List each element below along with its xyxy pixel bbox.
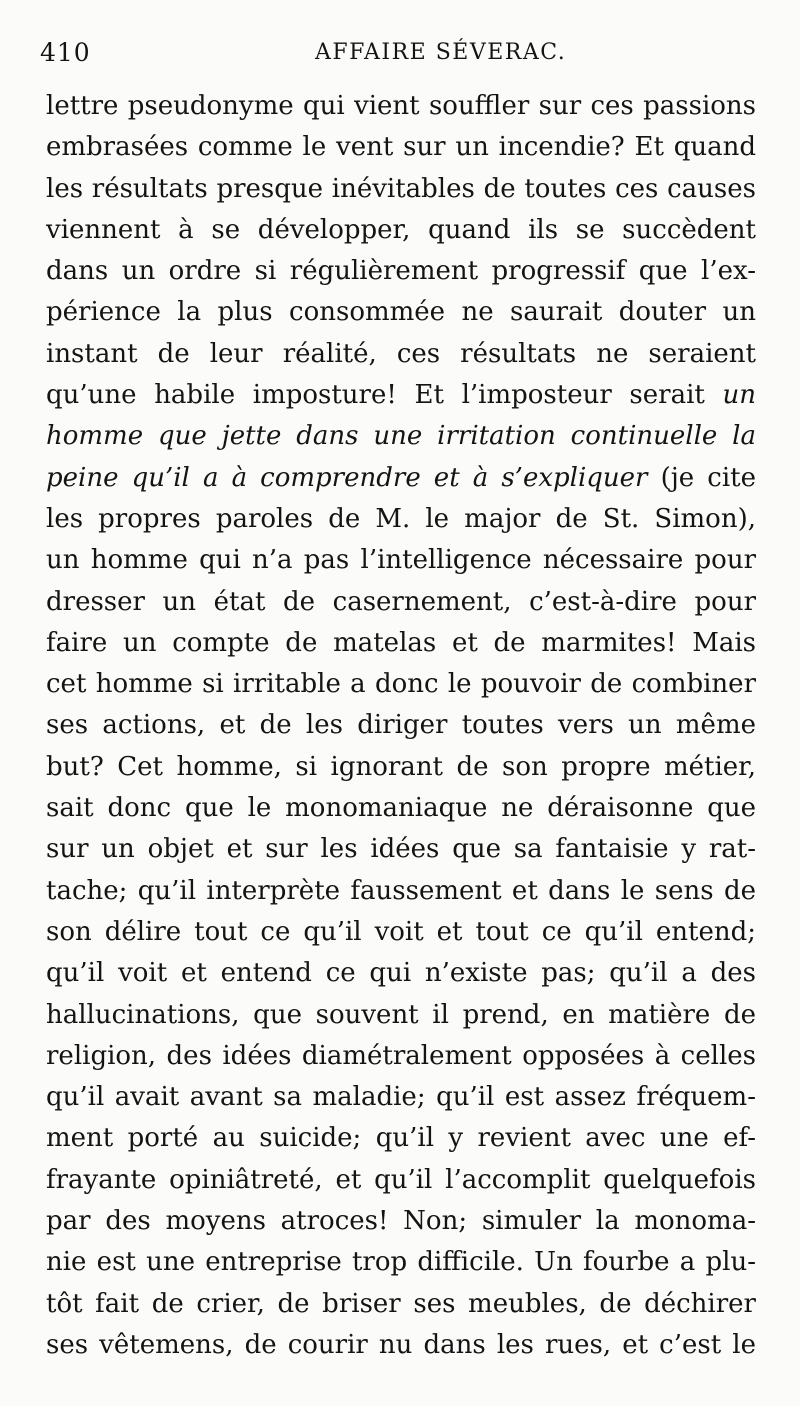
text-line: [46, 375, 756, 416]
text-segment: sait donc que le monomaniaque ne déraisonne que: [46, 793, 756, 824]
text-segment: but? Cet homme, si ignorant de son propre métier,: [46, 751, 756, 782]
text-segment: les propres paroles de M. le major de St. Simon),: [46, 503, 756, 534]
text-segment: qu’il avait avant sa maladie; qu’il est assez fréquem-: [46, 1082, 756, 1113]
text-segment: frayante opiniâtreté, et qu’il l’accomplit quelquefois: [46, 1164, 756, 1195]
text-segment: lettre pseudonyme qui vient souffler sur ces passions: [46, 91, 756, 121]
text-segment: embrasées comme le vent sur un incendie? Et quand: [46, 132, 756, 163]
text-line: [46, 995, 756, 1036]
text-segment: dresser un état de casernement, c’est-à-dire pour: [46, 586, 756, 617]
text-segment: faire un compte de matelas et de marmites! Mais: [46, 627, 756, 658]
text-line: [46, 292, 756, 333]
text-segment: ment porté au suicide; qu’il y revient avec une ef-: [46, 1123, 756, 1154]
text-line: [46, 1284, 756, 1325]
text-line: [46, 499, 756, 540]
text-line: [46, 788, 756, 829]
text-line: [46, 1118, 756, 1159]
text-line: [46, 1325, 756, 1366]
text-line: [46, 705, 756, 746]
text-segment: viennent à se développer, quand ils se succèdent: [46, 214, 756, 245]
italic-text-segment: homme que jette dans une irritation continuelle la: [46, 421, 756, 452]
text-line: [46, 86, 756, 127]
text-segment: sur un objet et sur les idées que sa fantaisie y rat-: [46, 834, 756, 865]
text-segment: religion, des idées diamétralement opposées à celles: [46, 1040, 756, 1071]
text-line: [46, 127, 756, 168]
text-line: [46, 458, 756, 499]
text-segment: périence la plus consommée ne saurait douter un: [46, 297, 756, 328]
text-segment: par des moyens atroces! Non; simuler la monoma-: [46, 1206, 756, 1237]
text-segment: tôt fait de crier, de briser ses meubles, de déchirer: [46, 1288, 756, 1319]
text-segment: les résultats presque inévitables de toutes ces causes: [46, 173, 756, 204]
text-line: [46, 169, 756, 210]
text-line: [46, 953, 756, 994]
text-line: [46, 334, 756, 375]
text-line: [46, 1242, 756, 1283]
text-segment: son délire tout ce qu’il voit et tout ce qu’il entend;: [46, 916, 756, 947]
text-line: [46, 416, 756, 457]
text-segment: cet homme si irritable a donc le pouvoir de combiner: [46, 669, 756, 700]
text-line: [46, 912, 756, 953]
text-line: [46, 582, 756, 623]
text-segment: ses actions, et de les diriger toutes vers un même: [46, 710, 756, 741]
text-line: [46, 623, 756, 664]
text-segment: ses vêtemens, de courir nu dans les rues, et c’est le: [46, 1329, 756, 1360]
text-line: [46, 1036, 756, 1077]
text-line: [46, 1160, 756, 1201]
text-segment: un homme qui n’a pas l’intelligence nécessaire pour: [46, 545, 756, 576]
text-line: [46, 871, 756, 912]
page-number: 410: [40, 38, 91, 67]
text-segment: qu’il voit et entend ce qui n’existe pas; qu’il a des: [46, 958, 756, 989]
text-segment: dans un ordre si régulièrement progressif que l’ex-: [46, 256, 756, 287]
italic-text-segment: peine qu’il a à comprendre et à s’expliquer: [46, 462, 648, 493]
text-segment: tache; qu’il interprète faussement et dans le sens de: [46, 875, 756, 906]
text-line: [46, 664, 756, 705]
text-line: [46, 829, 756, 870]
running-head: AFFAIRE SÉVERAC.: [315, 40, 567, 65]
text-segment: nie est une entreprise trop difficile. Un fourbe a plu-: [46, 1247, 756, 1278]
body-text: [46, 86, 756, 1366]
text-segment: (je cite: [647, 462, 756, 493]
text-line: [46, 1201, 756, 1242]
text-segment: instant de leur réalité, ces résultats ne seraient: [46, 338, 756, 369]
text-line: [46, 251, 756, 292]
text-line: [46, 1077, 756, 1118]
page-header: [40, 38, 760, 78]
italic-text-segment: un: [722, 380, 756, 411]
text-line: [46, 540, 756, 581]
text-segment: hallucinations, que souvent il prend, en matière de: [46, 999, 756, 1030]
text-segment: qu’une habile imposture! Et l’imposteur serait: [46, 380, 723, 411]
text-line: [46, 747, 756, 788]
text-line: [46, 210, 756, 251]
